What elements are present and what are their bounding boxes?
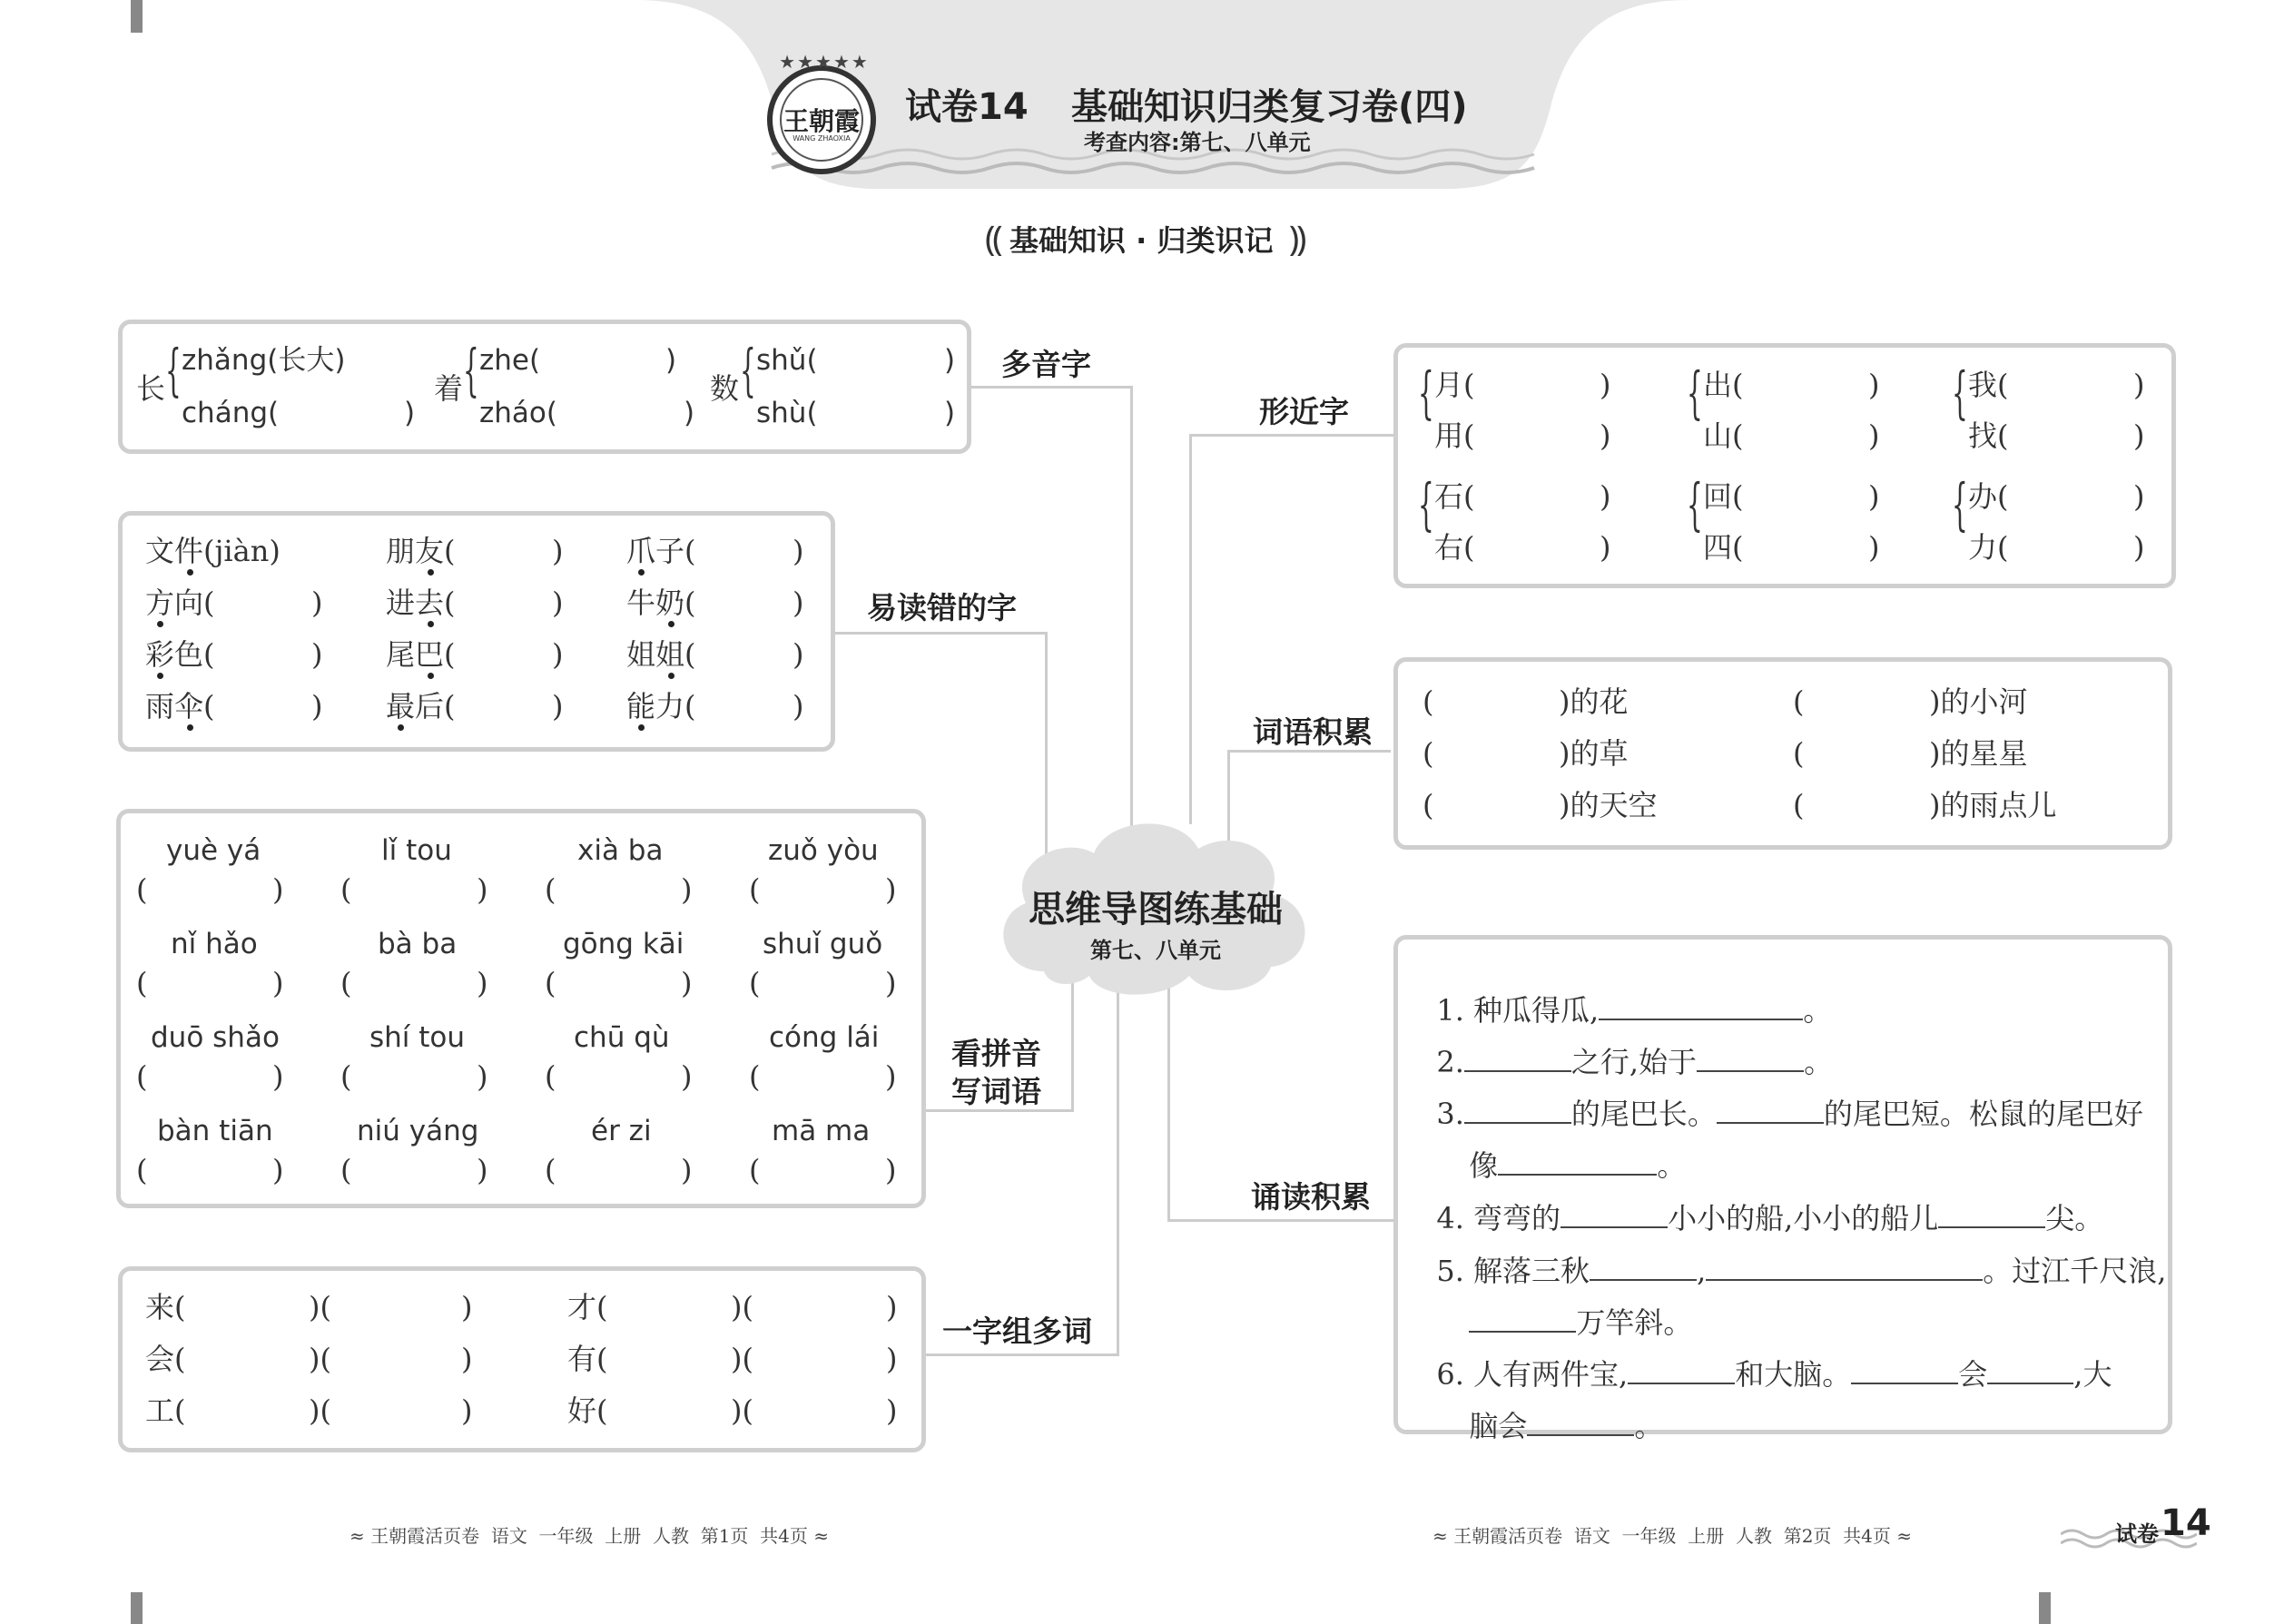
close-paren: ) xyxy=(1600,530,1611,565)
open-paren: ( xyxy=(1793,736,1805,771)
close-paren: ) xyxy=(885,1059,897,1094)
branch-label-polyphone: 多音字 xyxy=(1001,347,1091,382)
brace: { xyxy=(463,337,479,403)
close-paren: ) xyxy=(1600,368,1611,402)
recite-text: 1. 种瓜得瓜, xyxy=(1436,993,1600,1028)
pinyin-word: nǐ hǎo xyxy=(171,928,258,960)
close-paren: ) xyxy=(684,397,695,429)
pinyin-word: zuǒ yòu xyxy=(768,834,879,867)
word-phrase: )的草 xyxy=(1559,736,1629,771)
word-phrase: )的星星 xyxy=(1929,736,2028,771)
open-paren: ( xyxy=(340,966,352,1000)
polyphone-char-2: 着 xyxy=(434,371,464,406)
word-phrase: )的小河 xyxy=(1929,684,2028,719)
pinyin-word: ér zi xyxy=(591,1115,652,1147)
close-paren: ) xyxy=(885,966,897,1000)
connector xyxy=(1227,750,1391,753)
pinyin-word: mā ma xyxy=(772,1115,871,1147)
branch-label-recite: 诵读积累 xyxy=(1251,1179,1371,1215)
recite-text: 小小的船,小小的船儿 xyxy=(1668,1201,1939,1235)
connector xyxy=(833,632,1047,635)
brace: { xyxy=(1952,471,1968,537)
brace: { xyxy=(1687,359,1703,426)
close-paren: ) xyxy=(272,966,284,1000)
logo-subtext: WANG ZHAOXIA xyxy=(793,134,851,143)
fill-blank[interactable] xyxy=(1527,1409,1634,1436)
connector xyxy=(1117,980,1119,1356)
similar-box xyxy=(1393,343,2176,588)
connector xyxy=(1130,386,1133,849)
recite-text: 会 xyxy=(1958,1357,1988,1392)
logo-stars: ★★★★★ xyxy=(779,51,870,73)
open-paren: ( xyxy=(545,1059,556,1094)
recite-line-4 xyxy=(1418,1172,2103,1233)
close-paren: ) xyxy=(793,586,804,620)
section-right-laurel-icon: ⸩ xyxy=(1289,219,1307,259)
emphasis-dot xyxy=(668,621,674,627)
polyphone-reading: zhǎng(长大) xyxy=(182,344,346,377)
close-paren: ) xyxy=(272,1059,284,1094)
pinyin-word: gōng kāi xyxy=(563,928,684,960)
close-paren: ) xyxy=(681,1153,693,1187)
recite-text: 6. 人有两件宝, xyxy=(1436,1357,1629,1392)
recite-line-3b xyxy=(1451,1119,1687,1183)
open-paren: ( xyxy=(136,1153,148,1187)
recite-text: 像 xyxy=(1469,1148,1499,1183)
close-paren: ) xyxy=(2133,479,2145,514)
polyphone-reading: zháo( xyxy=(479,397,557,429)
logo-badge xyxy=(767,65,876,174)
similar-char: 我( xyxy=(1968,368,2009,402)
open-paren: ( xyxy=(545,966,556,1000)
pinyin-word: bàn tiān xyxy=(157,1115,273,1147)
paren-pair: )( xyxy=(731,1342,753,1376)
recite-text: 。 xyxy=(1634,1409,1664,1443)
paren-pair: )( xyxy=(309,1393,331,1428)
close-paren: ) xyxy=(272,1153,284,1187)
pinyin-word: niú yáng xyxy=(357,1115,479,1147)
recite-text: 的尾巴长。 xyxy=(1570,1097,1717,1131)
branch-label-similar: 形近字 xyxy=(1259,394,1349,429)
paper-title: 基础知识归类复习卷(四) xyxy=(1071,86,1468,128)
recite-text: 之行,始于 xyxy=(1570,1045,1698,1079)
connector xyxy=(1189,434,1192,824)
open-paren: ( xyxy=(340,1153,352,1187)
similar-char: 回( xyxy=(1703,479,1744,514)
close-paren: ) xyxy=(886,1342,898,1376)
close-paren: ) xyxy=(552,689,564,723)
pinyin-word: cóng lái xyxy=(769,1021,880,1054)
close-paren: ) xyxy=(886,1290,898,1324)
paren-pair: )( xyxy=(309,1290,331,1324)
emphasis-dot xyxy=(668,673,674,679)
polyphone-reading: shǔ( xyxy=(756,344,818,377)
emphasis-dot xyxy=(157,621,163,627)
misread-word: 彩色( xyxy=(145,637,215,672)
open-paren: ( xyxy=(749,872,761,907)
close-paren: ) xyxy=(665,344,677,377)
polyphone-char-3: 数 xyxy=(710,371,740,406)
edge-mark-bottom-left xyxy=(131,1592,143,1624)
brace: { xyxy=(1687,471,1703,537)
emphasis-dot xyxy=(187,724,193,731)
close-paren: ) xyxy=(944,397,956,429)
similar-char: 用( xyxy=(1434,418,1475,453)
close-paren: ) xyxy=(886,1393,898,1428)
close-paren: ) xyxy=(311,637,323,672)
brace: { xyxy=(1418,471,1434,537)
similar-char: 找( xyxy=(1968,418,2009,453)
misread-word: 朋友( xyxy=(386,534,456,568)
connector xyxy=(1167,980,1170,1222)
close-paren: ) xyxy=(944,344,956,377)
polyphone-reading: zhe( xyxy=(479,344,541,377)
similar-char: 右( xyxy=(1434,530,1475,565)
open-paren: ( xyxy=(749,1153,761,1187)
pinyin-word: duō shǎo xyxy=(151,1021,280,1054)
recite-text: 2. xyxy=(1436,1045,1464,1079)
open-paren: ( xyxy=(1423,736,1434,771)
branch-label-pinyin: 看拼音 写词语 xyxy=(951,1036,1041,1109)
footer-left: ≈ 王朝霞活页卷 语文 一年级 上册 人教 第1页 共4页 ≈ xyxy=(350,1525,829,1547)
recite-text: 4. 弯弯的 xyxy=(1436,1201,1561,1235)
emphasis-dot xyxy=(428,673,434,679)
recite-text: 万竿斜。 xyxy=(1576,1305,1693,1340)
pinyin-word: lǐ tou xyxy=(381,834,452,867)
one-char-item: 工( xyxy=(145,1393,186,1428)
open-paren: ( xyxy=(136,872,148,907)
close-paren: ) xyxy=(311,586,323,620)
close-paren: ) xyxy=(1600,418,1611,453)
recite-text: 脑会 xyxy=(1469,1409,1528,1443)
fill-blank[interactable] xyxy=(1717,1097,1824,1124)
close-paren: ) xyxy=(404,397,416,429)
brace: { xyxy=(1418,359,1434,426)
similar-char: 办( xyxy=(1968,479,2009,514)
similar-char: 力( xyxy=(1968,530,2009,565)
close-paren: ) xyxy=(793,689,804,723)
paper-subtitle: 考查内容:第七、八单元 xyxy=(1084,130,1311,155)
recite-text: 3. xyxy=(1436,1097,1464,1131)
recite-text: 。 xyxy=(1803,993,1833,1028)
word-phrase: )的雨点儿 xyxy=(1929,788,2057,822)
connector xyxy=(1189,434,1393,437)
fill-blank[interactable] xyxy=(1987,1357,2073,1384)
open-paren: ( xyxy=(1423,788,1434,822)
one-char-box xyxy=(118,1266,926,1452)
similar-char: 月( xyxy=(1434,368,1475,402)
close-paren: ) xyxy=(793,534,804,568)
recite-text: 尖。 xyxy=(2045,1201,2104,1235)
emphasis-dot xyxy=(187,569,193,576)
close-paren: ) xyxy=(885,1153,897,1187)
polyphone-box xyxy=(118,320,971,454)
misread-word: 文件(jiàn) xyxy=(145,534,281,568)
misread-word: 姐姐( xyxy=(626,637,696,672)
open-paren: ( xyxy=(340,1059,352,1094)
close-paren: ) xyxy=(681,872,693,907)
one-char-item: 有( xyxy=(567,1342,608,1376)
emphasis-dot xyxy=(638,569,645,576)
close-paren: ) xyxy=(477,1153,488,1187)
pinyin-word: yuè yá xyxy=(166,834,261,867)
open-paren: ( xyxy=(1423,684,1434,719)
pinyin-box xyxy=(116,809,926,1208)
recite-text: 。过江千尺浪, xyxy=(1983,1254,2167,1288)
one-char-item: 好( xyxy=(567,1393,608,1428)
close-paren: ) xyxy=(477,966,488,1000)
pinyin-word: xià ba xyxy=(577,834,664,867)
close-paren: ) xyxy=(1600,479,1611,514)
paren-pair: )( xyxy=(731,1393,753,1428)
brace: { xyxy=(165,337,182,403)
misread-word: 雨伞( xyxy=(145,689,215,723)
recite-text: 的尾巴短。松鼠的尾巴好 xyxy=(1823,1097,2143,1131)
brace: { xyxy=(740,337,756,403)
pinyin-word: chū qù xyxy=(574,1021,670,1054)
similar-char: 四( xyxy=(1703,530,1744,565)
open-paren: ( xyxy=(545,1153,556,1187)
misread-word: 能力( xyxy=(626,689,696,723)
misread-word: 爪子( xyxy=(626,534,696,568)
connector xyxy=(1167,1219,1399,1222)
close-paren: ) xyxy=(885,872,897,907)
similar-char: 山( xyxy=(1703,418,1744,453)
word-phrase: )的天空 xyxy=(1559,788,1658,822)
edge-mark-bottom-right xyxy=(2039,1592,2051,1624)
close-paren: ) xyxy=(461,1393,473,1428)
recite-text: 5. 解落三秋 xyxy=(1436,1254,1590,1288)
close-paren: ) xyxy=(477,872,488,907)
emphasis-dot xyxy=(398,724,404,731)
connector xyxy=(970,386,1131,389)
close-paren: ) xyxy=(461,1342,473,1376)
recite-text: , xyxy=(1697,1254,1707,1288)
close-paren: ) xyxy=(552,637,564,672)
one-char-item: 来( xyxy=(145,1290,186,1324)
open-paren: ( xyxy=(749,966,761,1000)
close-paren: ) xyxy=(1868,530,1880,565)
word-phrase: )的花 xyxy=(1559,684,1629,719)
open-paren: ( xyxy=(136,966,148,1000)
close-paren: ) xyxy=(681,966,693,1000)
misread-word: 进去( xyxy=(386,586,456,620)
paper-number: 试卷14 xyxy=(905,86,1029,128)
emphasis-dot xyxy=(428,621,434,627)
close-paren: ) xyxy=(2133,368,2145,402)
pinyin-word: bà ba xyxy=(378,928,458,960)
pinyin-word: shuǐ guǒ xyxy=(763,928,883,960)
connector xyxy=(922,1353,1118,1356)
branch-label-one-char: 一字组多词 xyxy=(942,1314,1092,1349)
pinyin-word: shí tou xyxy=(369,1021,466,1054)
fill-blank[interactable] xyxy=(1851,1357,1958,1384)
open-paren: ( xyxy=(1793,788,1805,822)
fill-blank[interactable] xyxy=(1706,1254,1983,1281)
close-paren: ) xyxy=(1868,368,1880,402)
close-paren: ) xyxy=(272,872,284,907)
similar-char: 石( xyxy=(1434,479,1475,514)
misread-word: 方向( xyxy=(145,586,215,620)
close-paren: ) xyxy=(311,689,323,723)
open-paren: ( xyxy=(340,872,352,907)
polyphone-reading: shù( xyxy=(756,397,818,429)
close-paren: ) xyxy=(477,1059,488,1094)
open-paren: ( xyxy=(136,1059,148,1094)
footer-tag-number: 14 xyxy=(2161,1502,2211,1544)
close-paren: ) xyxy=(2133,418,2145,453)
close-paren: ) xyxy=(1868,479,1880,514)
open-paren: ( xyxy=(1793,684,1805,719)
close-paren: ) xyxy=(1868,418,1880,453)
recite-text: ,大 xyxy=(2073,1357,2112,1392)
branch-label-words: 词语积累 xyxy=(1253,714,1373,750)
close-paren: ) xyxy=(681,1059,693,1094)
center-subtitle: 第七、八单元 xyxy=(1090,938,1221,963)
emphasis-dot xyxy=(638,724,645,731)
polyphone-reading: cháng( xyxy=(182,397,280,429)
section-title: 基础知识 · 归类识记 xyxy=(1009,223,1274,258)
center-title: 思维导图练基础 xyxy=(1029,889,1283,930)
recite-text: 。 xyxy=(1804,1045,1834,1079)
section-left-laurel-icon: ⸨ xyxy=(985,219,1003,259)
close-paren: ) xyxy=(552,534,564,568)
close-paren: ) xyxy=(552,586,564,620)
one-char-item: 才( xyxy=(567,1290,608,1324)
emphasis-dot xyxy=(428,569,434,576)
close-paren: ) xyxy=(793,637,804,672)
branch-label-misread: 易读错的字 xyxy=(867,590,1017,625)
polyphone-char-1: 长 xyxy=(136,371,166,406)
open-paren: ( xyxy=(545,872,556,907)
emphasis-dot xyxy=(157,673,163,679)
paren-pair: )( xyxy=(731,1290,753,1324)
one-char-item: 会( xyxy=(145,1342,186,1376)
footer-right: ≈ 王朝霞活页卷 语文 一年级 上册 人教 第2页 共4页 ≈ xyxy=(1433,1525,1912,1547)
footer-tag: 试卷 xyxy=(2115,1521,2159,1547)
logo-text: 王朝霞 xyxy=(783,106,860,136)
recite-text: 和大脑。 xyxy=(1735,1357,1852,1392)
similar-char: 出( xyxy=(1703,368,1744,402)
misread-word: 牛奶( xyxy=(626,586,696,620)
recite-line-6b xyxy=(1451,1380,1663,1441)
close-paren: ) xyxy=(2133,530,2145,565)
edge-mark-top-left xyxy=(131,0,143,33)
misread-word: 最后( xyxy=(386,689,456,723)
recite-text: 。 xyxy=(1657,1148,1687,1183)
close-paren: ) xyxy=(461,1290,473,1324)
paren-pair: )( xyxy=(309,1342,331,1376)
open-paren: ( xyxy=(749,1059,761,1094)
misread-word: 尾巴( xyxy=(386,637,456,672)
brace: { xyxy=(1952,359,1968,426)
